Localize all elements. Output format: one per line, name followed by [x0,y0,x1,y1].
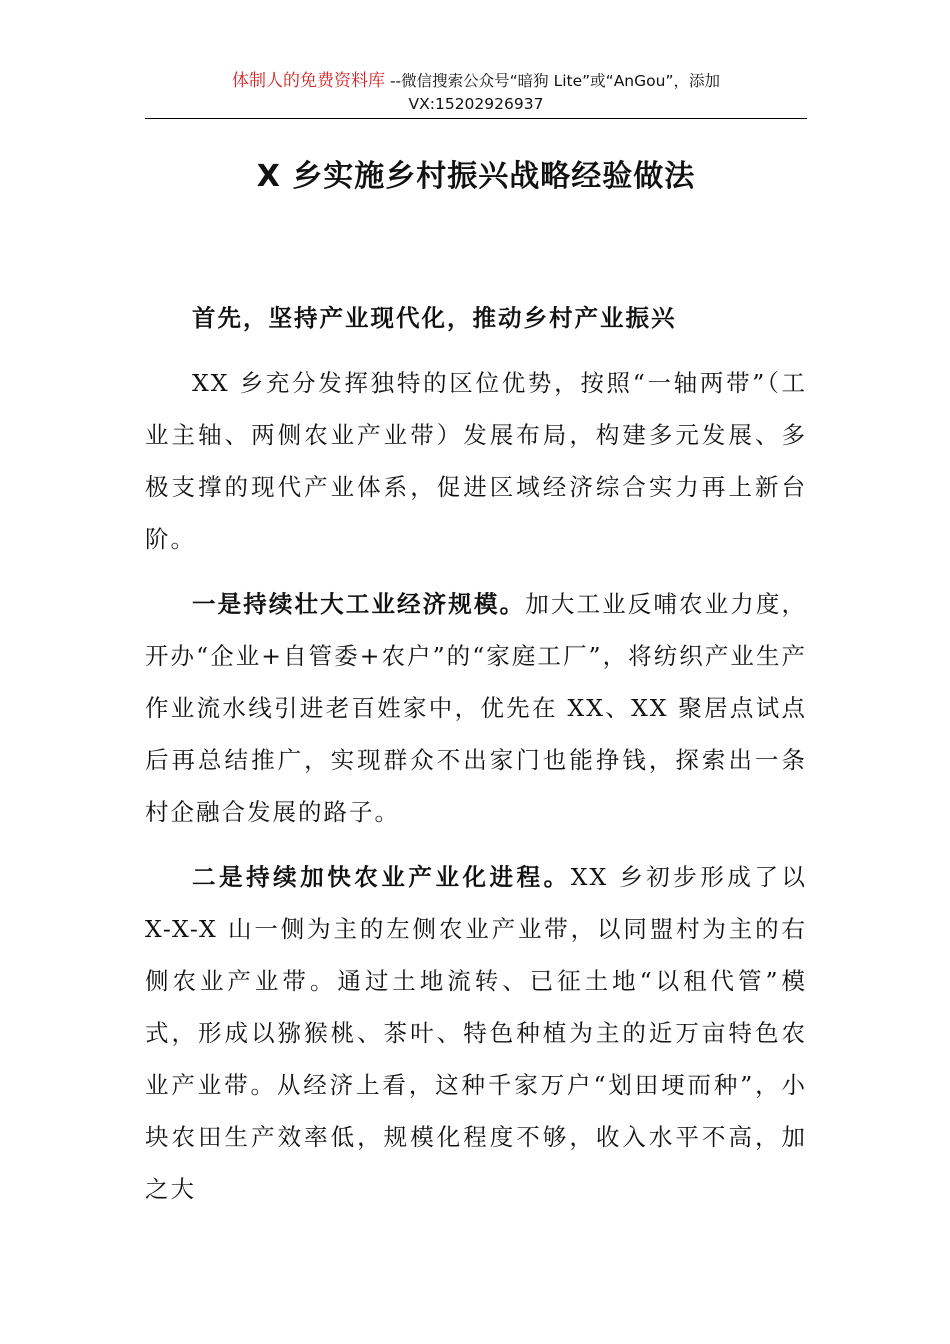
intro-paragraph: XX 乡充分发挥独特的区位优势，按照“一轴两带”（工业主轴、两侧农业产业带）发展布局，构建多元发展、多极支撑的现代产业体系，促进区域经济综合实力再上新台阶。 [145,369,807,553]
point-2-paragraph [145,851,807,1215]
point-1-lead: 一是持续壮大工业经济规模。 [192,590,526,618]
point-2-lead: 二是持续加快农业产业化进程。 [192,863,571,891]
point-2-body: XX 乡初步形成了以 X-X-X 山一侧为主的左侧农业产业带，以同盟村为主的右侧农业产业带。通过土地流转、已征土地“以租代管”模式，形成以猕猴桃、茶叶、特色种植为主的近万亩特色农业产业带。从经济上看，这种千家万户“划田埂而种”，小块农田生产效率低，规模化程度不够，收入水平不高，加之大 [145,863,808,1203]
header-contact: VX:15202926937 [408,95,544,113]
point-1-body: 加大工业反哺农业力度，开办“企业+自管委+农户”的“家庭工厂”，将纺织产业生产作业流水线引进老百姓家中，优先在 XX、XX 聚居点试点后再总结推广，实现群众不出家门也能挣钱，探索出一条村企融合发展的路子。 [145,590,808,826]
document-body [145,292,807,1215]
header-divider [145,118,807,119]
page-header [145,70,807,116]
header-brand: 体制人的免费资料库 [232,71,386,91]
header-line-1 [145,70,807,93]
point-1-paragraph [145,578,807,838]
section-heading: 首先，坚持产业现代化，推动乡村产业振兴 [192,304,677,332]
header-note: --微信搜索公众号“暗狗 Lite”或“AnGou”，添加 [385,72,720,90]
document-title: X 乡实施乡村振兴战略经验做法 [256,159,696,194]
